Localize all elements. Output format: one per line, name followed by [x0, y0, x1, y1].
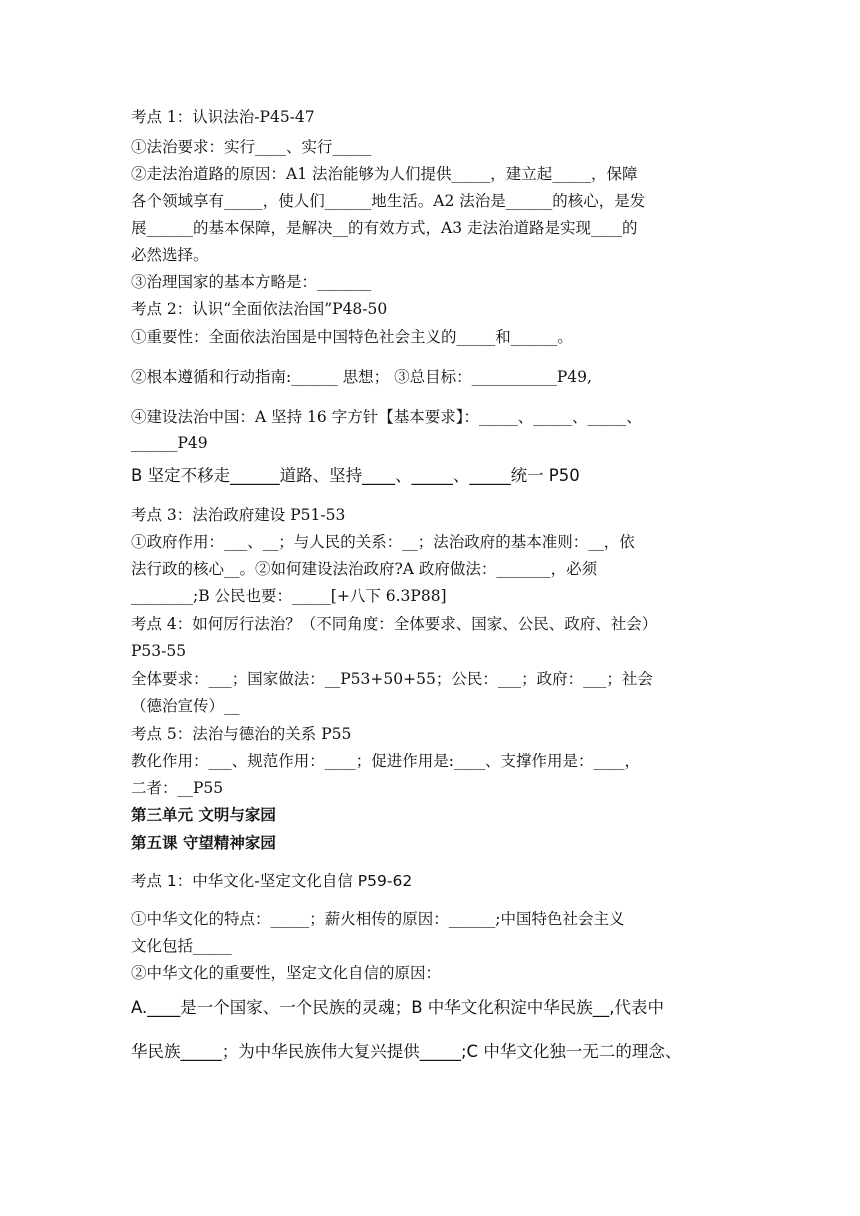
heading-kaodian-4: 考点 4：如何厉行法治？（不同角度：全体要求、国家、公民、政府、社会） — [131, 615, 658, 633]
text-line: ①法治要求：实行____、实行_____ — [131, 138, 372, 156]
text-line: ①中华文化的特点：_____；薪火相传的原因：______;中国特色社会主义 — [131, 910, 625, 928]
heading-kaodian-1: 考点 1：认识法治-P45-47 — [131, 108, 315, 126]
text-line: 必然选择。 — [131, 246, 209, 264]
text-line: ③治理国家的基本方略是：_______ — [131, 273, 372, 291]
text-line: ________;B 公民也要：_____[+八下 6.3P88] — [131, 587, 447, 605]
unit-title: 第三单元 文明与家园 — [131, 806, 276, 824]
text-line: ②根本遵循和行动指南:______ 思想； ③总目标：___________P49, — [131, 368, 592, 386]
heading-kaodian-2: 考点 2：认识“全面依法治国”P48-50 — [131, 300, 388, 318]
lesson-title: 第五课 守望精神家园 — [131, 834, 276, 852]
text-line: ______P49 — [131, 434, 208, 452]
text-line: ①重要性：全面依法治国是中国特色社会主义的_____和______。 — [131, 328, 573, 346]
text-line: 华民族_____；为中华民族伟大复兴提供_____;C 中华文化独一无二的理念、 — [131, 1042, 682, 1061]
text-line: 法行政的核心__。②如何建设法治政府?A 政府做法：_______，必须 — [131, 560, 598, 578]
text-line: 各个领域享有_____，使人们______地生活。A2 法治是______的核心，是发 — [131, 192, 646, 210]
heading-kaodian-5: 考点 5：法治与德治的关系 P55 — [131, 725, 352, 743]
text-line: 展______的基本保障，是解决__的有效方式，A3 走法治道路是实现____的 — [131, 219, 638, 237]
text-line: B 坚定不移走______道路、坚持____、_____、_____统一 P50 — [131, 466, 580, 485]
text-line: 二者：__P55 — [131, 779, 224, 797]
text-line: ④建设法治中国：A 坚持 16 字方针【基本要求】：_____、_____、_____、 — [131, 408, 642, 426]
text-line: A.____是一个国家、一个民族的灵魂；B 中华文化积淀中华民族__,代表中 — [131, 998, 665, 1017]
text-line: ②中华文化的重要性，坚定文化自信的原因： — [131, 964, 442, 982]
text-line: ②走法治道路的原因：A1 法治能够为人们提供_____，建立起_____，保障 — [131, 165, 638, 183]
text-line: （德治宣传）__ — [131, 697, 240, 715]
text-line: 教化作用：___、规范作用：____；促进作用是:____、支撑作用是：____， — [131, 752, 640, 770]
text-line: 全体要求：___；国家做法：__P53+50+55；公民：___；政府：___；社会 — [131, 670, 653, 688]
text-line: 文化包括_____ — [131, 937, 232, 955]
heading-kaodian-3: 考点 3：法治政府建设 P51-53 — [131, 506, 346, 524]
text-line: P53-55 — [131, 642, 187, 660]
heading-kaodian-1-culture: 考点 1：中华文化-坚定文化自信 P59-62 — [131, 872, 413, 890]
text-line: ①政府作用：___、__；与人民的关系：__；法治政府的基本准则：__，依 — [131, 533, 635, 551]
